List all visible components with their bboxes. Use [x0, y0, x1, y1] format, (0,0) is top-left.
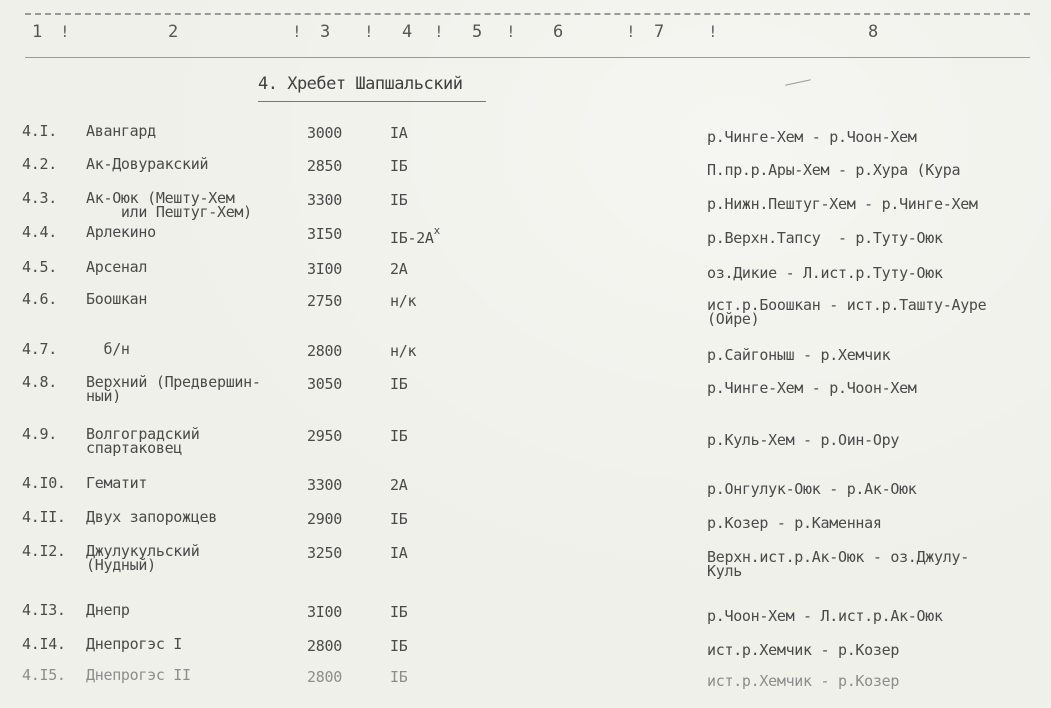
row-number: 4.3. [22, 189, 57, 207]
peak-name: б/н [86, 340, 130, 358]
peak-height: 3000 [307, 124, 342, 142]
column-separator: ! [364, 22, 374, 41]
peak-name: Волгоградский спартаковец [86, 425, 200, 457]
route-description: оз.Дикие - Л.ист.р.Туту-Оюк [707, 264, 943, 282]
peak-name: Арсенал [86, 258, 148, 276]
peak-name: Боошкан [86, 290, 148, 308]
difficulty-category-text: IБ-2А [390, 229, 434, 247]
peak-height: 2950 [307, 427, 342, 445]
difficulty-category: IA [390, 544, 408, 562]
difficulty-category: IA [390, 124, 408, 142]
table-row [0, 225, 1051, 265]
column-header-4: 4 [402, 22, 413, 42]
row-number: 4.7. [22, 340, 57, 358]
row-number: 4.8. [22, 373, 57, 391]
peak-height: 3300 [307, 476, 342, 494]
peak-height: 3250 [307, 544, 342, 562]
route-description: р.Сайгоныш - р.Хемчик [707, 346, 891, 364]
peak-height: 3I50 [307, 225, 342, 243]
pencil-mark [785, 79, 811, 85]
peak-height: 3I00 [307, 603, 342, 621]
header-bottom-rule [25, 57, 1030, 58]
route-description: р.Куль-Хем - р.Оин-Ору [707, 431, 900, 449]
table-row [0, 668, 1051, 708]
row-number: 4.I0. [22, 474, 66, 492]
table-row [0, 544, 1051, 584]
row-number: 4.I4. [22, 635, 66, 653]
route-description: р.Нижн.Пештуг-Хем - р.Чинге-Хем [707, 195, 978, 213]
row-number: 4.5. [22, 258, 57, 276]
column-header-1: 1 [32, 22, 43, 42]
peak-name: Днепрогэс I [86, 635, 183, 653]
route-description: ист.р.Хемчик - р.Козер [707, 672, 900, 690]
column-header-2: 2 [168, 22, 179, 42]
column-header-6: 6 [553, 22, 564, 42]
peak-name: Днепр [86, 601, 130, 619]
column-separator: ! [60, 22, 70, 41]
column-header-3: 3 [320, 22, 331, 42]
peak-name: Двух запорожцев [86, 508, 217, 526]
difficulty-category: IБ [390, 637, 408, 655]
column-separator: ! [506, 22, 516, 41]
route-description: р.Верхн.Тапсу - р.Туту-Оюк [707, 229, 943, 247]
difficulty-category: IБ [390, 191, 408, 209]
difficulty-category: н/к [390, 342, 417, 360]
route-description: р.Онгулук-Оюк - р.Ак-Оюк [707, 480, 917, 498]
route-description: р.Чинге-Хем - р.Чоон-Хем [707, 379, 917, 397]
peak-height: 3I00 [307, 260, 342, 278]
column-separator: ! [292, 22, 302, 41]
difficulty-category [390, 224, 440, 247]
peak-height: 2850 [307, 157, 342, 175]
section-title: 4. Хребет Шапшальский [258, 74, 463, 94]
peak-name: Джулукульский (Нудный) [86, 542, 200, 574]
row-number: 4.I. [22, 122, 57, 140]
route-description: Верхн.ист.р.Ак-Оюк - оз.Джулу- Куль [707, 548, 969, 580]
difficulty-category: 2А [390, 260, 408, 278]
peak-height: 2750 [307, 292, 342, 310]
difficulty-category: н/к [390, 292, 417, 310]
column-header-5: 5 [472, 22, 483, 42]
peak-name: Ак-Довуракский [86, 155, 209, 173]
route-description: ист.р.Боошкан - ист.р.Ташту-Ауре (Ойре) [707, 296, 987, 328]
peak-name: Верхний (Предвершин- ный) [86, 373, 261, 405]
peak-height: 2800 [307, 668, 342, 686]
top-rule [25, 13, 1030, 15]
column-separator: ! [626, 22, 636, 41]
route-description: ист.р.Хемчик - р.Козер [707, 641, 900, 659]
row-number: 4.I3. [22, 601, 66, 619]
difficulty-category: IБ [390, 668, 408, 686]
column-header-8: 8 [868, 22, 879, 42]
difficulty-category: IБ [390, 375, 408, 393]
column-separator: ! [434, 22, 444, 41]
peak-height: 3300 [307, 191, 342, 209]
route-description: П.пр.р.Ары-Хем - р.Хура (Кура [707, 161, 961, 179]
table-row [0, 292, 1051, 332]
table-row [0, 375, 1051, 415]
footnote-marker: х [433, 224, 440, 237]
peak-height: 3050 [307, 375, 342, 393]
peak-name: Ак-Оюк (Мешту-Хем или Пештуг-Хем) [86, 189, 252, 221]
difficulty-category: IБ [390, 427, 408, 445]
peak-height: 2800 [307, 342, 342, 360]
route-description: р.Чоон-Хем - Л.ист.р.Ак-Оюк [707, 607, 943, 625]
row-number: 4.9. [22, 425, 57, 443]
section-title-underline [258, 101, 486, 102]
row-number: 4.II. [22, 508, 66, 526]
peak-height: 2900 [307, 510, 342, 528]
row-number: 4.4. [22, 223, 57, 241]
column-header-7: 7 [654, 22, 665, 42]
row-number: 4.I2. [22, 542, 66, 560]
difficulty-category: IБ [390, 603, 408, 621]
peak-name: Днепрогэс II [86, 666, 191, 684]
peak-height: 2800 [307, 637, 342, 655]
difficulty-category: 2А [390, 476, 408, 494]
peak-name: Гематит [86, 474, 148, 492]
row-number: 4.6. [22, 290, 57, 308]
route-description: р.Чинге-Хем - р.Чоон-Хем [707, 128, 917, 146]
difficulty-category: IБ [390, 510, 408, 528]
row-number: 4.2. [22, 155, 57, 173]
column-separator: ! [708, 22, 718, 41]
difficulty-category: IБ [390, 157, 408, 175]
peak-name: Арлекино [86, 223, 156, 241]
row-number: 4.I5. [22, 666, 66, 684]
table-row [0, 427, 1051, 467]
peak-name: Авангард [86, 122, 156, 140]
route-description: р.Козер - р.Каменная [707, 514, 882, 532]
